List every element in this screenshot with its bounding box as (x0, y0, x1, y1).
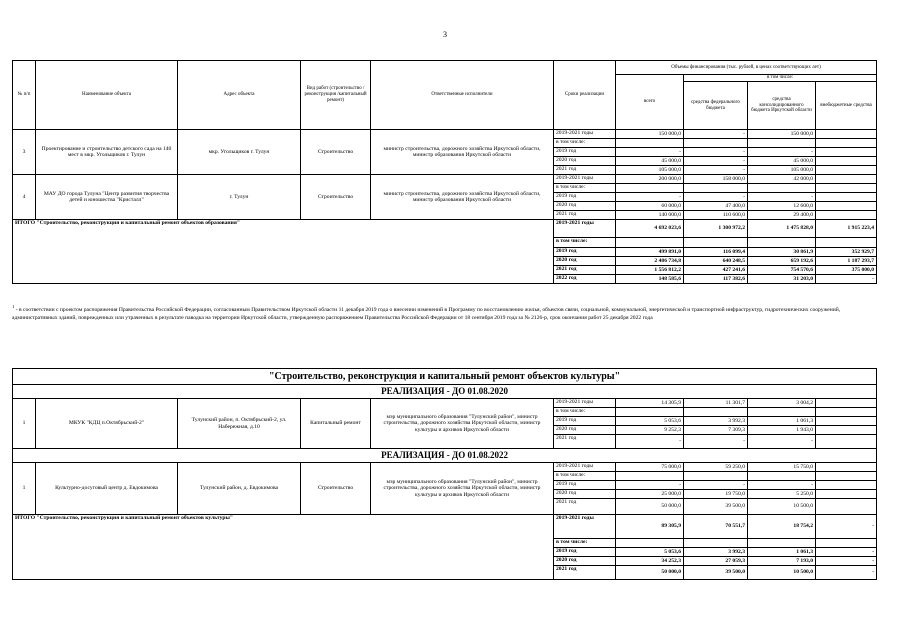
regional-cell: 31 203,0 (748, 275, 816, 284)
total-cell: 1 556 812,2 (616, 266, 684, 275)
total-cell: 148 585,6 (616, 275, 684, 284)
total-cell: 14 305,9 (616, 399, 684, 408)
table-row (13, 175, 877, 184)
table-row (13, 220, 877, 238)
header-extra: внебюджетные средства (816, 82, 877, 130)
table-row (13, 399, 877, 408)
total-cell: 105 000,0 (616, 166, 684, 175)
total-cell: 9 252,3 (616, 426, 684, 435)
object-executors: мэр муниципального образования "Тулунский район", министр строительства, дорожного хозяйства Иркутской области, министр культуры и архивов Иркутской области (371, 463, 554, 515)
term-cell: 2019-2021 годы (554, 515, 616, 539)
term-cell: 2021 год (554, 566, 616, 580)
federal-cell (684, 408, 748, 417)
header-num: № п/п (13, 61, 36, 130)
regional-cell: 1 061,3 (748, 548, 816, 557)
term-cell: 2019-2021 годы (554, 399, 616, 408)
extrabudget-cell: - (816, 548, 877, 557)
object-name: Культурно-досуговый центр д. Евдокимова (36, 463, 178, 515)
extrabudget-cell (816, 211, 877, 220)
realization-2022-heading: РЕАЛИЗАЦИЯ - ДО 01.08.2022 (13, 449, 877, 463)
term-cell: 2019 год (554, 248, 616, 257)
extrabudget-cell (816, 426, 877, 435)
federal-cell: 640 248,5 (684, 257, 748, 266)
term-cell: 2019 год (554, 148, 616, 157)
extrabudget-cell (816, 202, 877, 211)
extrabudget-cell: - (816, 557, 877, 566)
extrabudget-cell: 352 929,7 (816, 248, 877, 257)
federal-cell: 27 059,3 (684, 557, 748, 566)
culture-objects-table (12, 368, 877, 580)
federal-cell: - (684, 157, 748, 166)
federal-cell (684, 184, 748, 193)
total-cell (616, 184, 684, 193)
regional-cell: 5 250,0 (748, 490, 816, 499)
regional-cell: 7 193,0 (748, 557, 816, 566)
object-work-type: Строительство (301, 130, 371, 175)
regional-cell: - (748, 435, 816, 449)
term-cell: 2019 год (554, 417, 616, 426)
extrabudget-cell (816, 399, 877, 408)
realization-2020-heading: РЕАЛИЗАЦИЯ - ДО 01.08.2020 (13, 385, 877, 399)
term-cell: 2019-2021 годы (554, 175, 616, 184)
regional-cell: 1 061,3 (748, 417, 816, 426)
total-cell: 25 000,0 (616, 490, 684, 499)
federal-cell (684, 539, 748, 548)
extrabudget-cell (816, 472, 877, 481)
term-cell: в том числе: (554, 539, 616, 548)
regional-cell (748, 472, 816, 481)
regional-cell: 150 000,0 (748, 130, 816, 139)
federal-cell: 427 241,6 (684, 266, 748, 275)
regional-cell: 659 192,6 (748, 257, 816, 266)
term-cell: 2019 год (554, 548, 616, 557)
total-cell (616, 408, 684, 417)
federal-cell: 158 000,0 (684, 175, 748, 184)
federal-cell (684, 472, 748, 481)
regional-cell: - (748, 148, 816, 157)
header-total: всего (616, 75, 684, 130)
object-name: МКУК "КДЦ п.Октябрьский-2" (36, 399, 178, 449)
object-work-type: Строительство (301, 175, 371, 220)
term-cell: 2021 год (554, 266, 616, 275)
total-cell: 2 486 734,8 (616, 257, 684, 266)
total-cell: 150 000,0 (616, 130, 684, 139)
term-cell: 2019 год (554, 481, 616, 490)
federal-cell: 39 500,0 (684, 499, 748, 515)
table-row (13, 463, 877, 472)
extrabudget-cell: 375 000,0 (816, 266, 877, 275)
object-number: 3 (13, 130, 36, 175)
federal-cell (684, 139, 748, 148)
federal-cell: - (684, 481, 748, 490)
header-incl: в том числе: (684, 75, 877, 82)
extrabudget-cell: 1 915 223,4 (816, 220, 877, 238)
header-address: Адрес объекта (178, 61, 301, 130)
term-cell: 2019-2021 годы (554, 463, 616, 472)
term-cell: 2021 год (554, 499, 616, 515)
extrabudget-cell (816, 139, 877, 148)
total-cell: 200 000,0 (616, 175, 684, 184)
regional-cell: 45 000,0 (748, 157, 816, 166)
total-cell: 140 000,0 (616, 211, 684, 220)
federal-cell: 7 309,3 (684, 426, 748, 435)
education-objects-table (12, 60, 877, 284)
term-cell: 2021 год (554, 211, 616, 220)
footnote-text: - в соответствии с проектом распоряжения Правительства Российской Федерации, согласованным Правительством Иркутской области 11 декабря 2019 года о внесении изменений в Программу по восстановлению жилья, объектов связи, социальной, коммунальной, энергетической и транспортной инфраструктур, гидротехнических сооружений, административных зданий, поврежденных или утраченных в результате паводка на территории Иркутской области, утвержденную распоряжением Правительства Российской Федерации от 18 сентября 2019 года за № 2126-р, срок окончания работ 25 декабря 2022 года (12, 306, 841, 321)
object-executors: мэр муниципального образования "Тулунский район", министр строительства, дорожного хозяйства Иркутской области, министр культуры и архивов Иркутской области (371, 399, 554, 449)
total-label: ИТОГО "Строительство, реконструкция и капитальный ремонт объектов культуры" (13, 515, 554, 580)
object-number: 4 (13, 175, 36, 220)
federal-cell: 39 500,0 (684, 566, 748, 580)
extrabudget-cell (816, 238, 877, 248)
regional-cell: 1 475 828,0 (748, 220, 816, 238)
regional-cell (748, 539, 816, 548)
table-row (13, 515, 877, 539)
federal-cell: 19 750,0 (684, 490, 748, 499)
federal-cell: 3 992,3 (684, 548, 748, 557)
total-cell: 34 252,3 (616, 557, 684, 566)
culture-section-title: "Строительство, реконструкция и капитальный ремонт объектов культуры" (13, 369, 877, 385)
header-work-type: Вид работ (строительство /реконструкция /капитальный ремонт) (301, 61, 371, 130)
term-cell: в том числе: (554, 408, 616, 417)
federal-cell (684, 238, 748, 248)
total-cell: - (616, 193, 684, 202)
object-executors: министр строительства, дорожного хозяйства Иркутской области, министр образования Иркутской области (371, 175, 554, 220)
extrabudget-cell (816, 490, 877, 499)
regional-cell (748, 184, 816, 193)
term-cell: 2019-2021 годы (554, 220, 616, 238)
federal-cell: 117 382,6 (684, 275, 748, 284)
total-cell: 60 000,0 (616, 202, 684, 211)
term-cell: в том числе: (554, 139, 616, 148)
total-cell: 89 305,9 (616, 515, 684, 539)
header-terms: Сроки реализации (554, 61, 616, 130)
federal-cell: - (684, 435, 748, 449)
term-cell: в том числе: (554, 472, 616, 481)
total-cell (616, 238, 684, 248)
object-address: мкр. Угольщиков г. Тулун (178, 130, 301, 175)
total-cell: 50 000,0 (616, 499, 684, 515)
extrabudget-cell (816, 157, 877, 166)
term-cell: 2021 год (554, 435, 616, 449)
total-cell: - (616, 481, 684, 490)
regional-cell (748, 408, 816, 417)
regional-cell: 10 500,0 (748, 499, 816, 515)
object-executors: министр строительства, дорожного хозяйства Иркутской области, министр образования Иркутской области (371, 130, 554, 175)
object-address: Тулунский район, п. Октябрьский-2, ул. Набережная, д.10 (178, 399, 301, 449)
extrabudget-cell (816, 435, 877, 449)
federal-cell: 3 992,3 (684, 417, 748, 426)
total-cell: 75 000,0 (616, 463, 684, 472)
extrabudget-cell (816, 463, 877, 472)
extrabudget-cell (816, 417, 877, 426)
header-financing: Объемы финансирования (тыс. рублей, в ценах соответствующих лет) (616, 61, 877, 75)
term-cell: 2021 год (554, 166, 616, 175)
total-cell: 50 000,0 (616, 566, 684, 580)
term-cell: 2020 год (554, 157, 616, 166)
object-address: г. Тулун (178, 175, 301, 220)
section-row (13, 385, 877, 399)
federal-cell: 110 600,0 (684, 211, 748, 220)
table-row (13, 130, 877, 139)
object-number: 1 (13, 399, 36, 449)
federal-cell: - (684, 148, 748, 157)
regional-cell: 3 004,2 (748, 399, 816, 408)
regional-cell: 30 861,9 (748, 248, 816, 257)
federal-cell: - (684, 130, 748, 139)
federal-cell: 1 300 972,2 (684, 220, 748, 238)
object-name: МАУ ДО города Тулуна "Центр развития творчества детей и юношества "Кристалл" (36, 175, 178, 220)
total-cell: - (616, 148, 684, 157)
page-number: 3 (443, 30, 447, 39)
extrabudget-cell (816, 193, 877, 202)
header-reg: средства консолидированного бюджета Иркутской области (748, 82, 816, 130)
extrabudget-cell: 1 187 293,7 (816, 257, 877, 266)
object-name: Проектирование и строительство детского сада на 140 мест в мкр. Угольщиков г. Тулун (36, 130, 178, 175)
total-cell: 4 692 023,6 (616, 220, 684, 238)
total-cell: - (616, 435, 684, 449)
extrabudget-cell (816, 499, 877, 515)
footnote-mark: 1 (12, 305, 15, 310)
header-fed: средства федерального бюджета (684, 82, 748, 130)
footnote (12, 305, 874, 322)
term-cell: 2022 год (554, 275, 616, 284)
total-cell: 499 891,0 (616, 248, 684, 257)
extrabudget-cell: - (816, 566, 877, 580)
term-cell: 2019-2021 годы (554, 130, 616, 139)
term-cell: 2020 год (554, 202, 616, 211)
federal-cell: 47 400,0 (684, 202, 748, 211)
federal-cell: - (684, 166, 748, 175)
total-cell (616, 472, 684, 481)
federal-cell: 116 099,4 (684, 248, 748, 257)
object-work-type: Капитальный ремонт (301, 399, 371, 449)
term-cell: 2020 год (554, 557, 616, 566)
regional-cell: 29 400,0 (748, 211, 816, 220)
regional-cell (748, 139, 816, 148)
object-address: Тулунский район, д. Евдокимова (178, 463, 301, 515)
extrabudget-cell (816, 148, 877, 157)
extrabudget-cell (816, 539, 877, 548)
extrabudget-cell (816, 184, 877, 193)
regional-cell: 105 000,0 (748, 166, 816, 175)
extrabudget-cell (816, 175, 877, 184)
federal-cell: - (684, 193, 748, 202)
term-cell: 2019 год (554, 193, 616, 202)
term-cell: 2020 год (554, 426, 616, 435)
extrabudget-cell (816, 481, 877, 490)
regional-cell: 754 570,6 (748, 266, 816, 275)
regional-cell: - (748, 193, 816, 202)
term-cell: 2020 год (554, 257, 616, 266)
header-executors: Ответственные исполнители (371, 61, 554, 130)
regional-cell: 15 750,0 (748, 463, 816, 472)
total-cell (616, 139, 684, 148)
extrabudget-cell: - (816, 515, 877, 539)
extrabudget-cell (816, 130, 877, 139)
federal-cell: 59 250,0 (684, 463, 748, 472)
total-cell: 5 053,6 (616, 417, 684, 426)
regional-cell: 1 943,0 (748, 426, 816, 435)
regional-cell: 12 600,0 (748, 202, 816, 211)
object-number: 1 (13, 463, 36, 515)
extrabudget-cell: - (816, 275, 877, 284)
section-row (13, 449, 877, 463)
extrabudget-cell (816, 166, 877, 175)
total-cell: 45 000,0 (616, 157, 684, 166)
object-work-type: Строительство (301, 463, 371, 515)
term-cell: в том числе: (554, 184, 616, 193)
section-row (13, 369, 877, 385)
total-cell: 5 053,6 (616, 548, 684, 557)
header-name: Наименование объекта (36, 61, 178, 130)
federal-cell: 11 301,7 (684, 399, 748, 408)
regional-cell: 18 754,2 (748, 515, 816, 539)
regional-cell: 42 000,0 (748, 175, 816, 184)
term-cell: 2020 год (554, 490, 616, 499)
total-cell (616, 539, 684, 548)
regional-cell: - (748, 481, 816, 490)
extrabudget-cell (816, 408, 877, 417)
regional-cell (748, 238, 816, 248)
federal-cell: 70 551,7 (684, 515, 748, 539)
regional-cell: 10 500,0 (748, 566, 816, 580)
total-label: ИТОГО "Строительство, реконструкция и капитальный ремонт объектов образования" (13, 220, 554, 284)
term-cell: в том числе: (554, 238, 616, 248)
